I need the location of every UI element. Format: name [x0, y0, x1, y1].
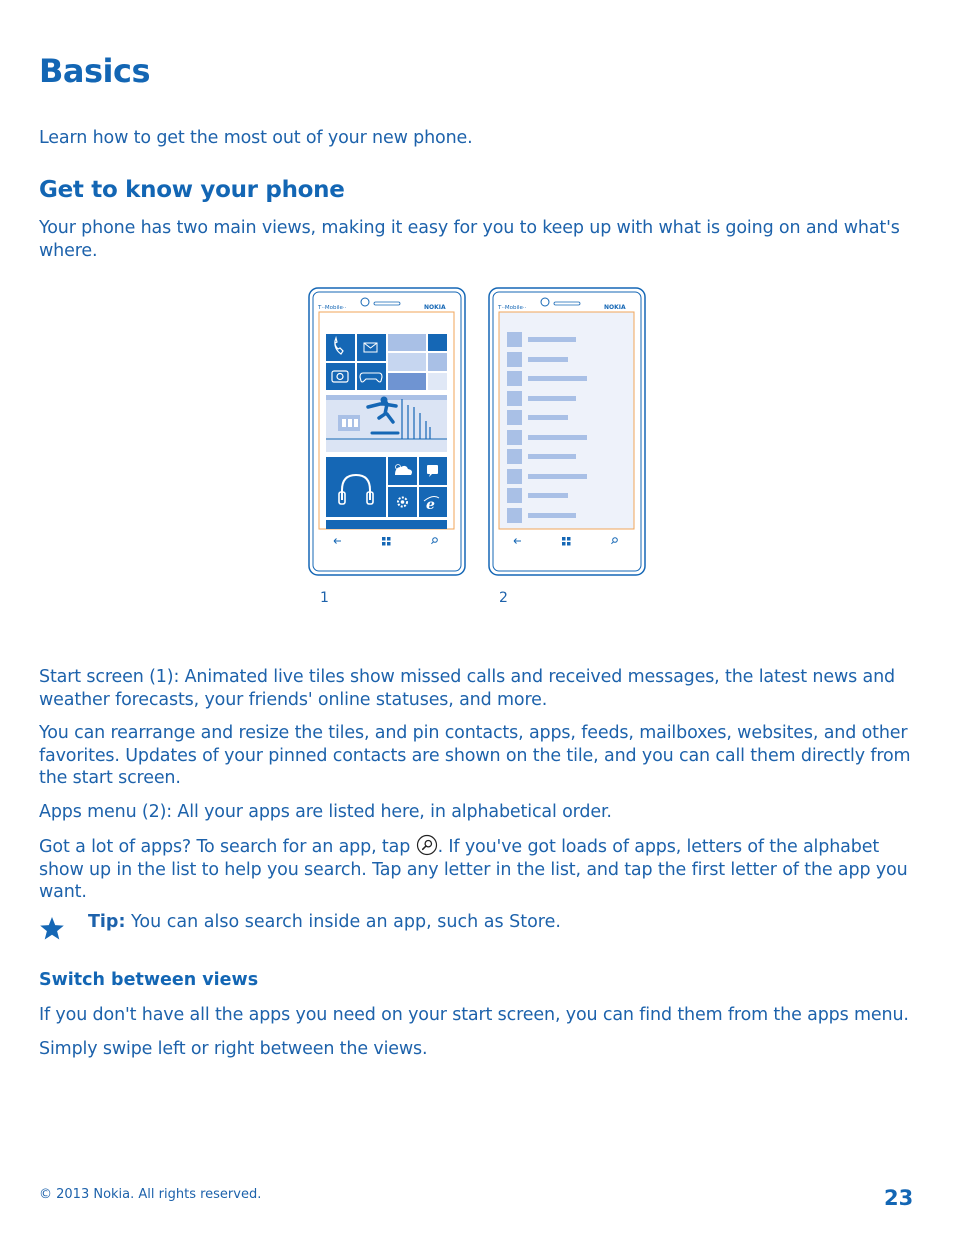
phone-apps-menu — [489, 288, 645, 575]
page-number: 23 — [884, 1186, 914, 1210]
section-heading-get-to-know: Get to know your phone — [39, 177, 345, 203]
figure-caption-1: 1 — [320, 590, 329, 606]
star-icon — [39, 916, 65, 941]
windows-icon — [382, 537, 386, 541]
page-title: Basics — [39, 52, 151, 90]
browser-icon: e — [426, 497, 435, 513]
phone2-carrier: T··Mobile·· — [498, 305, 527, 311]
paragraph-find-apps: If you don't have all the apps you need on your start screen, you can find them from the apps menu. — [39, 1005, 909, 1025]
search-text-before: Got a lot of apps? To search for an app, tap — [39, 837, 416, 857]
phones-svg — [308, 287, 648, 587]
section-heading-switch-views: Switch between views — [39, 970, 259, 990]
footer-copyright: © 2013 Nokia. All rights reserved. — [39, 1187, 262, 1202]
paragraph-search-apps — [39, 834, 919, 904]
messaging-icon — [427, 465, 438, 474]
paragraph-apps-menu: Apps menu (2): All your apps are listed here, in alphabetical order. — [39, 802, 612, 822]
paragraph-start-screen: Start screen (1): Animated live tiles show missed calls and received messages, the latest news and weather forecasts, your friends' online statuses, and more. — [39, 667, 895, 710]
tip-text: You can also search inside an app, such as Store. — [125, 912, 561, 932]
search-icon — [416, 834, 438, 856]
phone-tile — [326, 334, 355, 361]
figure-caption-2: 2 — [499, 590, 508, 606]
phones-illustration — [308, 287, 648, 607]
phone-start-screen — [309, 288, 465, 575]
intro-paragraph: Learn how to get the most out of your new phone. — [39, 128, 473, 148]
phone1-brand: NOKIA — [424, 304, 446, 311]
search-text-after: . If you've got loads of apps, letters of the alphabet show up in the list to help you search. Tap any letter in the list, and tap the first letter of the app you want. — [39, 837, 908, 902]
tip-label: Tip: — [88, 912, 126, 932]
paragraph-rearrange-tiles: You can rearrange and resize the tiles, and pin contacts, apps, feeds, mailboxes, websites, and other favorites. Updates of your pinned contacts are shown on the tile, and you can call them directly from the start screen. — [39, 723, 911, 788]
phone1-carrier: T··Mobile·· — [318, 305, 347, 311]
section-paragraph-two-views: Your phone has two main views, making it easy for you to keep up with what is going on and what's where. — [39, 218, 900, 261]
phone2-brand: NOKIA — [604, 304, 626, 311]
paragraph-swipe: Simply swipe left or right between the views. — [39, 1039, 428, 1059]
